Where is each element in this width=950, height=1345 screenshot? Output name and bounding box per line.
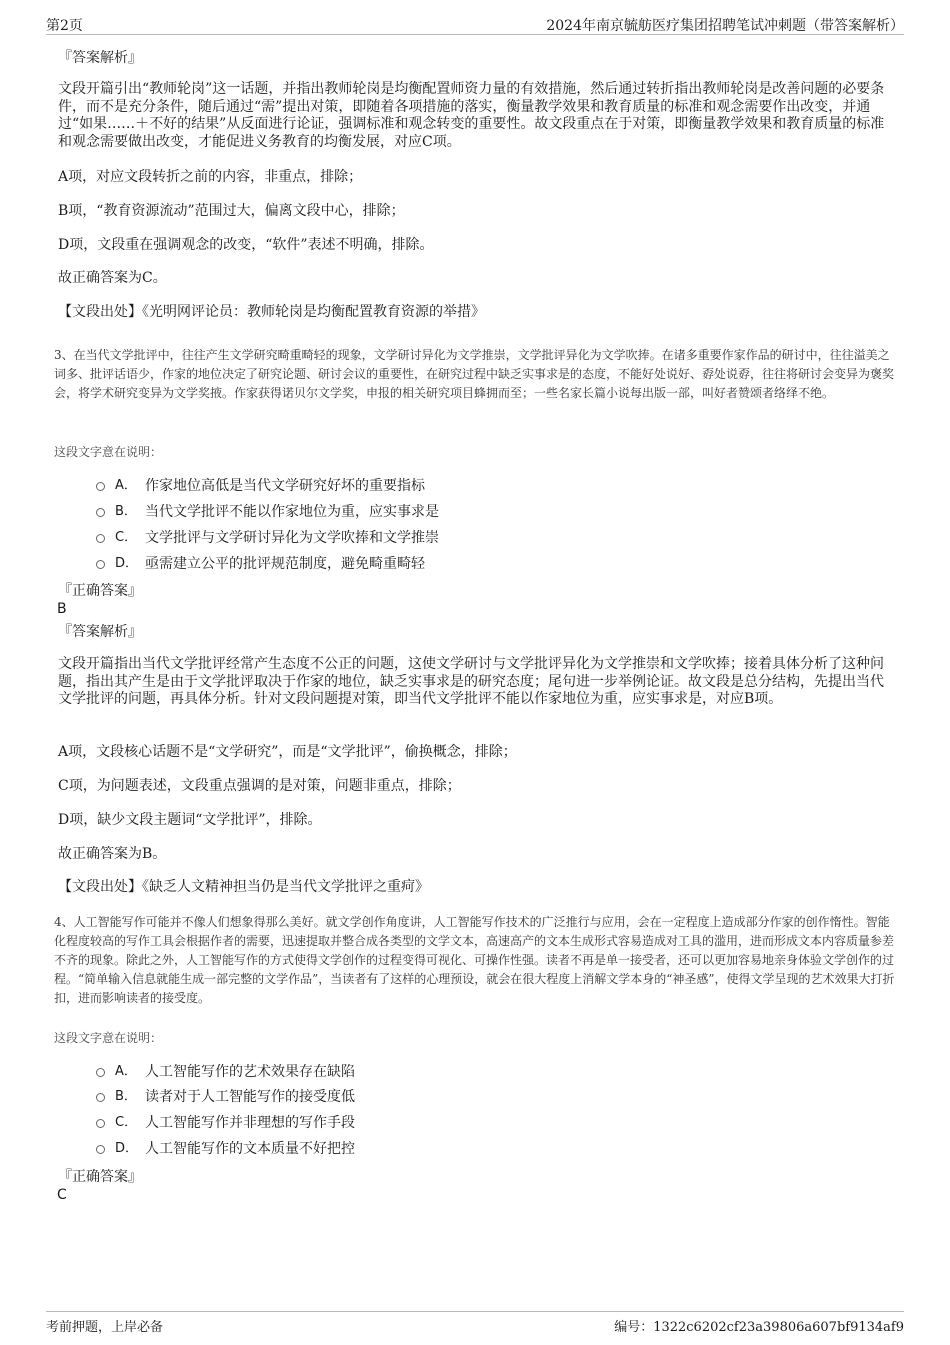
radio-icon[interactable] (96, 1093, 105, 1102)
option-letter: B． (115, 504, 137, 519)
q4-option-d[interactable] (96, 1139, 355, 1159)
q3-explain-a: A项，文段核心话题不是“文学研究”，而是“文学批评”，偷换概念，排除； (58, 744, 517, 760)
option-text: 当代文学批评不能以作家地位为重，应实事求是 (145, 504, 439, 520)
q4-answer: C (57, 1187, 67, 1203)
option-letter: C． (115, 1115, 138, 1130)
option-letter: A． (115, 1064, 137, 1079)
q4-option-b[interactable] (96, 1087, 355, 1107)
q3-option-b[interactable] (96, 502, 439, 522)
q2-explain-a: A项，对应文段转折之前的内容，非重点，排除； (58, 169, 363, 185)
page-number: 第2页 (46, 18, 83, 34)
option-letter: D． (115, 1141, 139, 1156)
option-text: 文学批评与文学研讨异化为文学吹捧和文学推崇 (145, 530, 439, 546)
radio-icon[interactable] (96, 560, 105, 569)
radio-icon[interactable] (96, 508, 105, 517)
q3-source: 【文段出处】《缺乏人文精神担当仍是当代文学批评之重疴》 (58, 879, 429, 895)
q3-explain-d: D项，缺少文段主题词“文学批评”，排除。 (58, 812, 322, 828)
option-text: 读者对于人工智能写作的接受度低 (145, 1089, 355, 1105)
q3-answer: B (57, 601, 67, 617)
q4-answer-label: 『正确答案』 (58, 1169, 142, 1185)
radio-icon[interactable] (96, 534, 105, 543)
radio-icon[interactable] (96, 1145, 105, 1154)
q2-analysis-text: 文段开篇引出“教师轮岗”这一话题，并指出教师轮岗是均衡配置师资力量的有效措施，然后通过转折指出教师轮岗是改善问题的必要条件，而不是充分条件，随后通过“需”提出对策，即随着各项措施的落实，衡量教学效果和教育质量的标准和观念需要作出改变，并通过“如果……＋不好的结果”从反面进行论证，强调标准和观念转变的重要性。故文段重点在于对策，即衡量教学效果和教育质量的标准和观念需要做出改变，才能促进义务教育的均衡发展，对应C项。 (58, 81, 885, 150)
option-text: 亟需建立公平的批评规范制度，避免畸重畸轻 (145, 556, 425, 572)
q2-analysis-label: 『答案解析』 (58, 50, 142, 66)
radio-icon[interactable] (96, 1068, 105, 1077)
q3-analysis-text: 文段开篇指出当代文学批评经常产生态度不公正的问题，这使文学研讨与文学批评异化为文学推崇和文学吹捧；接着具体分析了这种问题，指出其产生是由于文学批评取决于作家的地位，缺乏实事求是的研究态度；尾句进一步举例论证。故文段是总分结构，先提出当代文学批评的问题，再具体分析。针对文段问题提对策，即当代文学批评不能以作家地位为重，应实事求是，对应B项。 (58, 656, 884, 707)
document-code: 编号：1322c6202cf23a39806a607bf9134af9 (614, 1320, 904, 1335)
q2-source: 【文段出处】《光明网评论员：教师轮岗是均衡配置教育资源的举措》 (58, 304, 485, 320)
q3-option-c[interactable] (96, 528, 439, 548)
q4-option-a[interactable] (96, 1062, 355, 1082)
option-letter: B． (115, 1089, 137, 1104)
q2-conclusion: 故正确答案为C。 (58, 270, 167, 286)
document-title: 2024年南京毓舫医疗集团招聘笔试冲刺题（带答案解析） (546, 18, 904, 34)
option-letter: C． (115, 530, 138, 545)
option-text: 人工智能写作的文本质量不好把控 (145, 1141, 355, 1157)
q3-conclusion: 故正确答案为B。 (58, 846, 167, 862)
q2-explain-d: D项，文段重在强调观念的改变，“软件”表述不明确，排除。 (58, 237, 434, 253)
page-footer (46, 1311, 904, 1336)
q3-prompt: 这段文字意在说明： (54, 445, 163, 459)
option-text: 人工智能写作的艺术效果存在缺陷 (145, 1064, 355, 1080)
radio-icon[interactable] (96, 1119, 105, 1128)
q4-prompt: 这段文字意在说明： (54, 1031, 163, 1045)
option-letter: D． (115, 556, 139, 571)
footer-slogan: 考前押题，上岸必备 (46, 1320, 164, 1335)
q3-option-a[interactable] (96, 476, 425, 496)
q4-stem: 4、人工智能写作可能并不像人们想象得那么美好。就文学创作角度讲，人工智能写作技术的广泛推行与应用，会在一定程度上造成部分作家的创作惰性。智能化程度较高的写作工具会根据作者的需要，迅速提取并整合成各类型的文学文本，高速高产的文本生成形式容易造成对工具的滥用，进而形成文本内容质量参差不齐的现象。除此之外，人工智能写作的方式使得文学创作的过程变得可视化、可操作性强。读者不再是单一接受者，还可以更加容易地亲身体验文学创作的过程。“简单输入信息就能生成一部完整的文学作品”，当读者有了这样的心理预设，就会在很大程度上消解文学本身的“神圣感”，使得文学呈现的艺术效果大打折扣，进而影响读者的接受度。 (54, 915, 895, 1005)
q4-option-c[interactable] (96, 1113, 355, 1133)
page-header (46, 14, 904, 35)
option-letter: A． (115, 478, 137, 493)
q3-option-d[interactable] (96, 554, 425, 574)
q3-answer-label: 『正确答案』 (58, 583, 142, 599)
q3-analysis-label: 『答案解析』 (58, 624, 142, 640)
q3-explain-c: C项，为问题表述，文段重点强调的是对策，问题非重点，排除； (58, 778, 461, 794)
q3-stem: 3、在当代文学批评中，往往产生文学研究畸重畸轻的现象，文学研讨异化为文学推崇，文学批评异化为文学吹捧。在诸多重要作家作品的研讨中，往往溢美之词多、批评话语少，作家的地位决定了研究论题、研讨会议的重要性，在研究过程中缺乏实事求是的态度，不能好处说好、孬处说孬，往往将研讨会变异为褒奖会，将学术研究变异为文学奖掖。作家获得诺贝尔文学奖，申报的相关研究项目蜂拥而至；一些名家长篇小说每出版一部，叫好者赞颂者络绎不绝。 (54, 348, 895, 400)
option-text: 作家地位高低是当代文学研究好坏的重要指标 (145, 478, 425, 494)
option-text: 人工智能写作并非理想的写作手段 (145, 1115, 355, 1131)
radio-icon[interactable] (96, 482, 105, 491)
q2-explain-b: B项，“教育资源流动”范围过大，偏离文段中心，排除； (58, 203, 405, 219)
